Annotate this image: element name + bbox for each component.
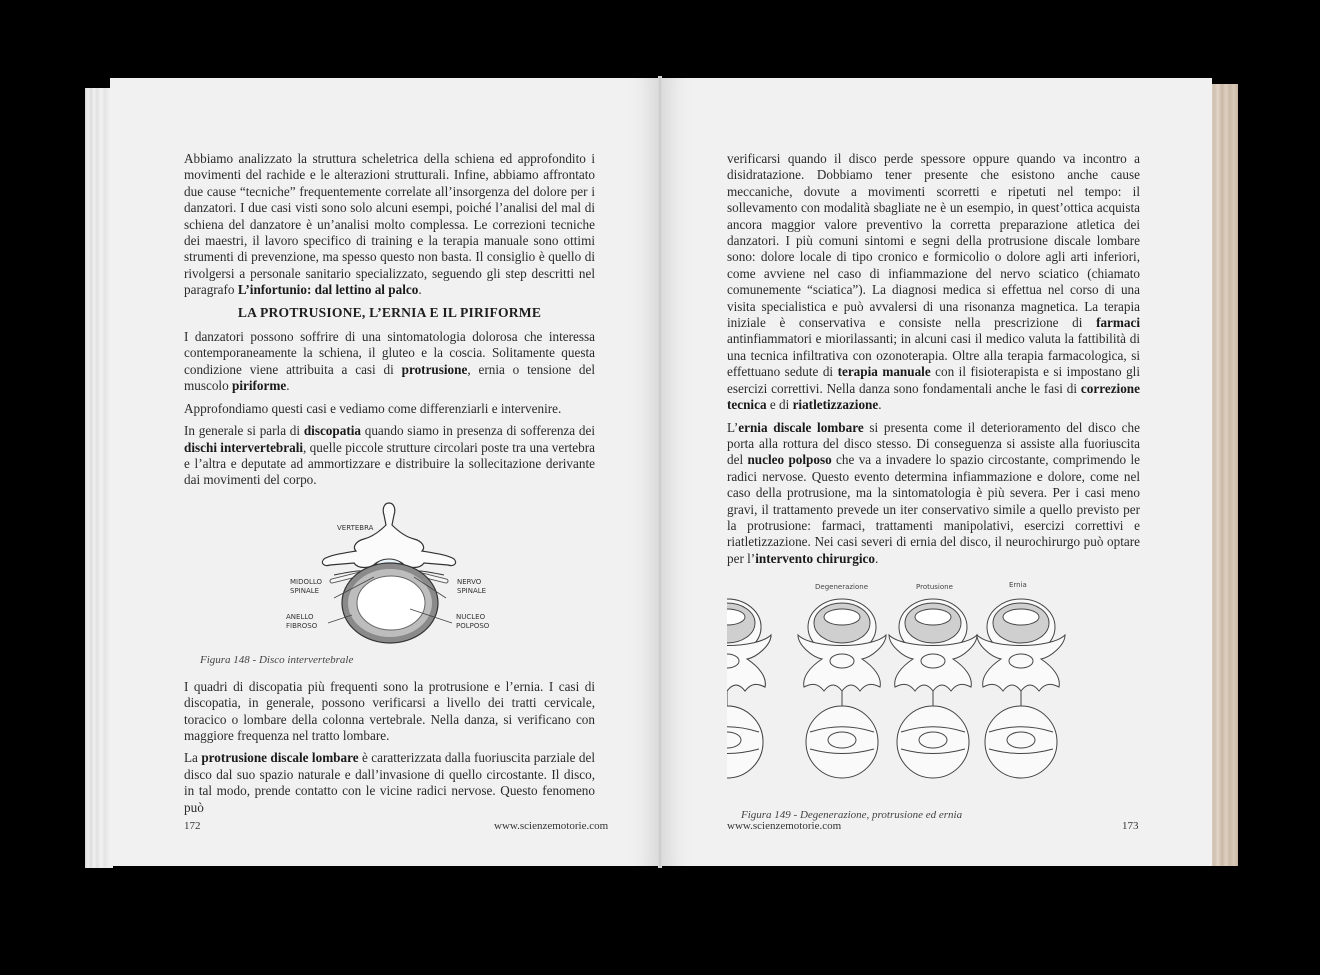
label-nucleo-polposo: NUCLEO POLPOSO — [456, 612, 490, 630]
paragraph: L’ernia discale lombare si presenta come il deterioramento del disco che porta alla rottura del disco stesso. Di conseguenza si assiste alla fuoriuscita del nucleo polposo che va a invadere lo spazio circostante, comprimendo le radici nervose. Questo evento determina infiammazione e dolore, come nel caso della protrusione, ma la sintomatologia è più severa. Per i casi meno gravi, il trattamento prevede un iter conservativo simile a quello previsto per la protrusione: farmaci, trattamenti manipolativi, esercizi correttivi e riatletizzazione. Nei casi severi di ernia del disco, il neurochirurgo può optare per l’intervento chirurgico. — [727, 419, 1140, 566]
left-page-text — [184, 151, 595, 822]
section-heading: LA PROTRUSIONE, L’ERNIA E IL PIRIFORME — [237, 304, 542, 320]
label-vertebra: VERTEBRA — [337, 523, 374, 532]
paragraph: I danzatori possono soffrire di una sintomatologia dolorosa che interessa contemporaneamente la schiena, il gluteo e la coscia. Solitamente questa condizione viene attribuita a casi di protrusione, ernia o tensione del muscolo piriforme. — [184, 329, 595, 394]
figure-148-caption: Figura 148 - Disco intervertebrale — [200, 653, 354, 666]
paragraph: Approfondiamo questi casi e vediamo come differenziarli e intervenire. — [184, 400, 562, 416]
right-page-url: www.scienzemotorie.com — [727, 820, 842, 832]
left-page-number: 172 — [184, 820, 201, 832]
left-page-url: www.scienzemotorie.com — [494, 820, 609, 832]
right-page-text — [727, 151, 1140, 825]
label-midollo-spinale: MIDOLLO SPINALE — [290, 577, 323, 595]
right-page-number: 173 — [1122, 820, 1139, 832]
paragraph: La protrusione discale lombare è caratterizzata dalla fuoriuscita parziale del disco dal suo spazio naturale e dall’invasione di quello circostante. Il disco, in tal modo, prende contatto con le vicine radici nervose. Questo fenomeno può — [184, 750, 595, 815]
figure-disc-degeneration — [727, 575, 1140, 825]
right-page — [660, 78, 1212, 866]
book-spine — [658, 76, 662, 868]
label-anello-fibroso: ANELLO FIBROSO — [286, 612, 318, 630]
figure-intervertebral-disc — [184, 497, 595, 667]
vertebra-disc-illustration — [184, 497, 595, 647]
left-page-edges — [85, 88, 113, 868]
left-page — [110, 78, 660, 866]
label-nervo-spinale: NERVO SPINALE — [457, 577, 487, 595]
figure-149-caption: Figura 149 - Degenerazione, protrusione ed ernia — [741, 809, 963, 822]
stage-label-degenerazione: Degenerazione — [815, 583, 869, 592]
stage-label-protusione: Protusione — [916, 583, 953, 592]
right-page-edges — [1210, 84, 1238, 866]
paragraph: In generale si parla di discopatia quando siamo in presenza di sofferenza dei dischi intervertebrali, quelle piccole strutture circolari poste tra una vertebra e l’altra e deputate ad ammortizzare e distribuire la sollecitazione derivante dai movimenti del corpo. — [184, 423, 595, 488]
disc-stages-illustration-render — [727, 587, 1140, 812]
paragraph: verificarsi quando il disco perde spessore oppure quando va incontro a disidratazione. Dobbiamo tener presente che esistono anche cause meccaniche, dovute a movimenti scorretti e ripetuti nel tempo: il sollevamento con modalità sbagliate ne è un esempio, in quest’ottica acquista ancora maggior valore preventivo la corretta preparazione atletica dei danzatori. I più comuni sintomi e segni della protrusione discale lombare sono: dolore locale di tipo cronico e formicolio o dolore agli arti inferiori, come avviene nel caso di infiammazione del nervo sciatico (chiamato comunemente “sciatica”). La diagnosi medica si effettua nel corso di una visita specialistica e può avvalersi di una risonanza magnetica. La terapia iniziale è conservativa e consiste nella prescrizione di farmaci antinfiammatori e miorilassanti; in alcuni casi il medico valuta la fattibilità di una tecnica infiltrativa con ozonoterapia. Oltre alla terapia farmacologica, si effettuano sedute di terapia manuale con il fisioterapista e si impostano gli esercizi correttivi. Nella danza sono fondamentali anche le fasi di correzione tecnica e di riatletizzazione. — [727, 151, 1140, 413]
paragraph: I quadri di discopatia più frequenti sono la protrusione e l’ernia. I casi di discopatia, in generale, possono verificarsi a livello dei tratti cervicale, toracico o lombare della colonna vertebrale. Nella danza, si verificano con maggiore frequenza nel tratto lombare. — [184, 678, 595, 743]
intro-paragraph: Abbiamo analizzato la struttura scheletrica della schiena ed approfondito i movimenti del rachide e le alterazioni strutturali. Infine, abbiamo affrontato due cause “tecniche” frequentemente correlate all’insorgenza del dolore per i danzatori. I due casi visti sono solo alcuni esempi, poiché l’analisi del mal di schiena del danzatore è un’analisi molto complessa. Le correzioni tecniche dei maestri, il lavoro specifico di training e la terapia manuale sono ottimi strumenti di prevenzione, ma spesso questo non basta. Il consiglio è quello di rivolgersi a personale sanitario specializzato, seguendo gli step descritti nel paragrafo L’infortunio: dal lettino al palco. — [184, 151, 595, 298]
stage-label-ernia: Ernia — [1009, 581, 1027, 590]
